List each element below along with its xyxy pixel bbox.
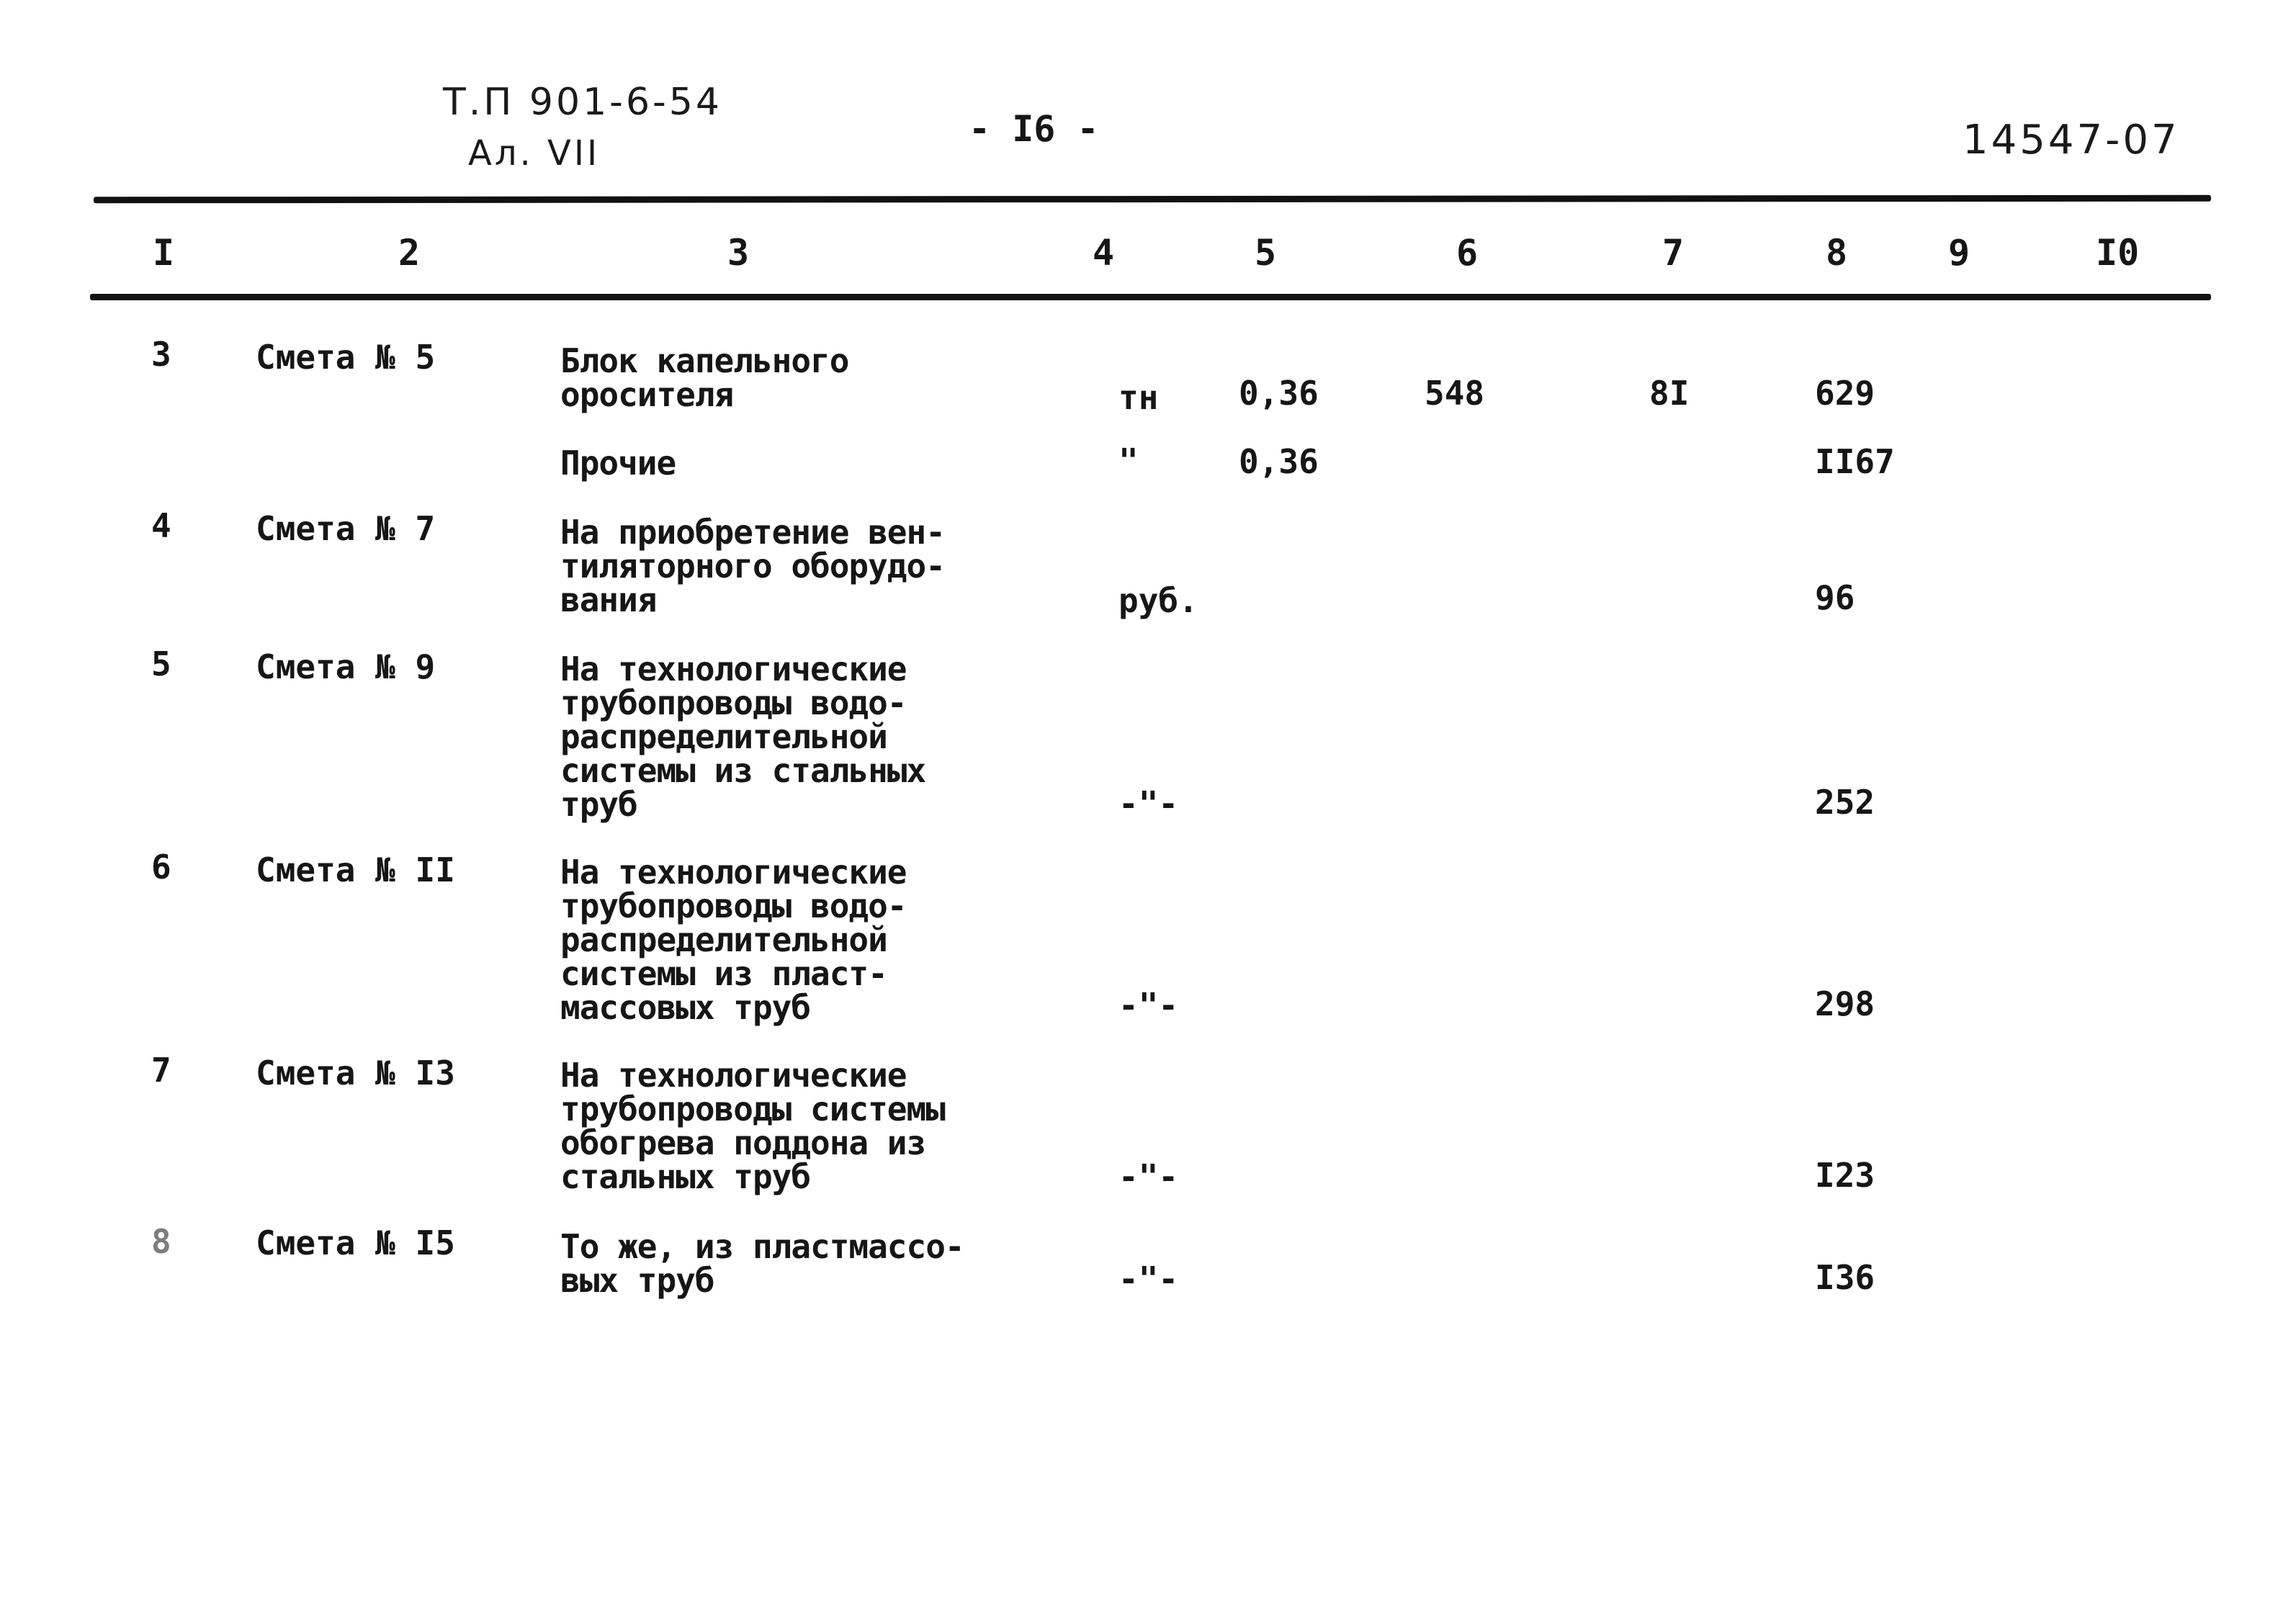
- row-col8: I23: [1815, 1156, 1875, 1195]
- row-number: 6: [151, 848, 171, 886]
- row-col8: 96: [1815, 578, 1855, 617]
- col-header-9: 9: [1948, 232, 1970, 274]
- row-description: На технологические трубопроводы водо- распределительной системы из пласт- массовых труб: [560, 853, 907, 1027]
- row-col6: 548: [1425, 374, 1485, 413]
- row-description: То же, из пластмассо- вых труб: [560, 1227, 964, 1300]
- row-estimate: Смета № 5: [256, 338, 436, 377]
- col-header-4: 4: [1093, 232, 1115, 274]
- col-header-8: 8: [1826, 232, 1848, 274]
- col-header-1: I: [153, 232, 175, 274]
- row-number: 4: [151, 506, 171, 545]
- top-rule: [94, 195, 2211, 204]
- row-description: На технологические трубопроводы системы обогрева поддона из стальных труб: [560, 1056, 945, 1196]
- row-number: 5: [151, 645, 171, 683]
- row-number: 7: [151, 1051, 171, 1090]
- page-number: - I6 -: [969, 108, 1099, 150]
- col-header-7: 7: [1662, 232, 1685, 274]
- row-description: Блок капельного оросителя: [560, 341, 849, 414]
- album-label: Ал. VII: [468, 133, 601, 174]
- row-number: 8: [151, 1222, 171, 1261]
- row-unit: -"-: [1118, 986, 1179, 1025]
- row-estimate: Смета № I5: [256, 1224, 455, 1262]
- row-estimate: Смета № 9: [256, 647, 436, 686]
- row-col5: 0,36: [1239, 374, 1319, 413]
- row-col8: 252: [1815, 783, 1875, 822]
- col-header-2: 2: [398, 232, 421, 274]
- row-description: Прочие: [560, 444, 676, 482]
- row-estimate: Смета № I3: [256, 1054, 455, 1092]
- row-col7: 8I: [1649, 374, 1690, 413]
- inventory-number: 14547-07: [1963, 117, 2180, 163]
- col-header-10: I0: [2096, 232, 2140, 274]
- col-header-5: 5: [1255, 232, 1277, 274]
- row-col8: 629: [1815, 374, 1875, 413]
- col-header-6: 6: [1456, 232, 1479, 274]
- row-unit: руб.: [1118, 581, 1198, 620]
- row-description: На технологические трубопроводы водо- распределительной системы из стальных труб: [560, 650, 926, 824]
- row-unit: ": [1118, 441, 1139, 480]
- header-bottom-rule: [90, 294, 2211, 300]
- col-header-3: 3: [727, 232, 750, 274]
- row-col8: II67: [1815, 442, 1895, 481]
- row-estimate: Смета № II: [256, 850, 455, 889]
- row-col8: 298: [1815, 984, 1875, 1023]
- row-number: 3: [151, 335, 171, 374]
- project-code: Т.П 901-6-54: [443, 81, 722, 124]
- row-unit: тн: [1118, 378, 1159, 417]
- row-col5: 0,36: [1239, 442, 1319, 481]
- row-unit: -"-: [1118, 1260, 1179, 1298]
- row-description: На приобретение вен- тиляторного оборудо- вания: [560, 513, 945, 619]
- row-estimate: Смета № 7: [256, 509, 436, 548]
- row-unit: -"-: [1118, 1157, 1179, 1196]
- row-unit: -"-: [1118, 784, 1179, 823]
- row-col8: I36: [1815, 1258, 1875, 1297]
